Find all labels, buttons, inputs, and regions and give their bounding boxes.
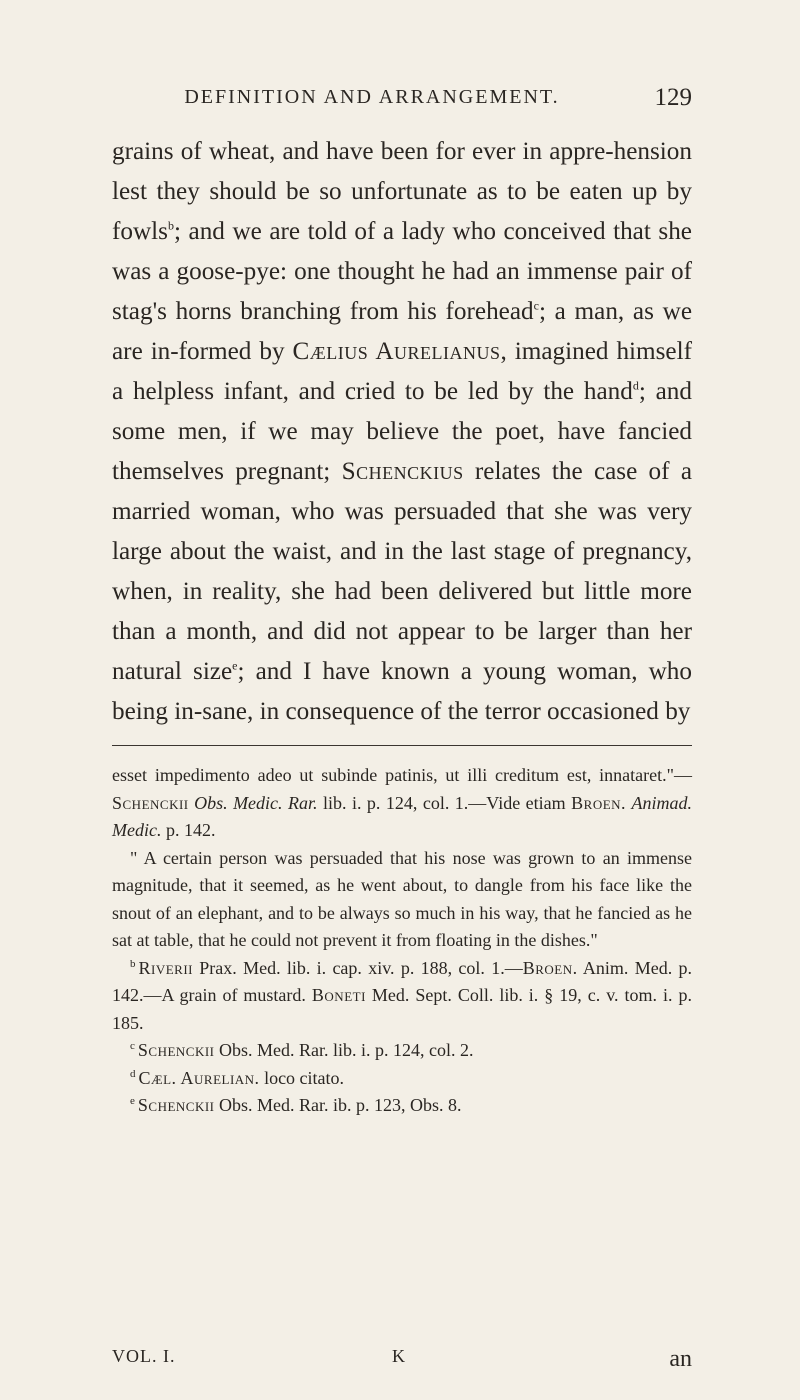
footnote-mark: c <box>130 1040 135 1052</box>
text-run: p. 142. <box>161 820 216 840</box>
text-run: Obs. Med. Rar. lib. i. p. 124, col. 2. <box>214 1040 474 1060</box>
text-run: loco citato. <box>259 1067 345 1088</box>
text-run: ; and some men, if we may believe the poet, have fancied themselves pregnant; <box>112 378 692 485</box>
author-name: Schenckii <box>137 1040 215 1060</box>
footnote-rule <box>112 745 692 746</box>
author-name: Schenckii <box>112 792 189 813</box>
text-run: esset impedimento adeo ut subinde patinis, ut illi creditum est, innataret."— <box>112 765 692 785</box>
footnote-ref-b: b <box>167 218 174 233</box>
footnote-ref-d: d <box>632 378 639 393</box>
author-name: Cælius Aurelianus <box>292 338 501 365</box>
footnote-mark: d <box>130 1067 136 1080</box>
author-name: Broen. <box>522 957 578 978</box>
volume-label: VOL. I. <box>112 1346 176 1366</box>
footnote-ref-e: e <box>232 658 238 673</box>
footnote-quote: " A certain person was persuaded that his nose was grown to an immense magnitude, that it seemed, as he went about, to dangle from his face like the snout of an elephant, and to be always so much in his way, that he fancied as he sat at table, that he could not prevent it from floating in the dishes." <box>112 847 692 950</box>
text-run: lib. i. p. 124, col. 1.—Vide etiam <box>317 792 572 813</box>
author-name: Schenckius <box>341 458 464 485</box>
page-footer <box>112 1346 692 1376</box>
footnote-mark: e <box>130 1095 135 1107</box>
running-title: DEFINITION AND ARRANGEMENT. <box>184 86 560 108</box>
page-number: 129 <box>654 84 692 111</box>
body-text <box>112 132 692 732</box>
text-run: , imagined himself a helpless infant, and cried to be led by the hand <box>112 338 692 405</box>
author-name: Riverii <box>138 957 193 978</box>
author-name: Schenckii <box>137 1095 215 1115</box>
text-run: Prax. Med. lib. i. cap. xiv. p. 188, col. 1.— <box>193 957 523 978</box>
catchword: an <box>669 1346 692 1372</box>
text-run: Anim. Med. p. 142.—A grain of mustard. <box>112 957 692 1005</box>
work-title: Obs. Medic. Rar. <box>194 792 318 813</box>
text-run: Med. Sept. Coll. lib. i. § 19, c. v. tom. i. p. 185. <box>112 985 692 1033</box>
footnote-ref-c: c <box>533 298 539 313</box>
footnote-d <box>112 1065 692 1093</box>
footnote-b <box>112 955 692 1038</box>
body-paragraph <box>112 132 692 732</box>
text-run: relates the case of a married woman, who was persuaded that she was very large about the waist, and in the last stage of pregnancy, when, in reality, she had been delivered but little more than a month, and did not appear to be larger than her natural size <box>112 458 692 685</box>
footnote-continuation <box>112 762 692 845</box>
text-run: Obs. Med. Rar. ib. p. 123, Obs. 8. <box>214 1095 462 1115</box>
text-run: ; a man, as we are in-formed by <box>112 298 692 365</box>
footnote-mark: b <box>130 957 136 970</box>
text-run: ; and we are told of a lady who conceived that she was a goose-pye: one thought he had an immense pair of stag's horns branching from his forehead <box>112 218 692 325</box>
running-head <box>112 86 692 116</box>
signature-mark: K <box>392 1346 405 1366</box>
author-name: Boneti <box>311 985 366 1005</box>
footnote-c <box>112 1037 692 1065</box>
text-run: ; and I have known a young woman, who being in-sane, in consequence of the terror occasioned by <box>112 658 692 725</box>
text-run: grains of wheat, and have been for ever in appre-hension lest they should be so unfortunate as to be eaten up by fowls <box>112 138 692 245</box>
footnotes <box>112 762 692 1120</box>
work-title: Animad. Medic. <box>112 792 693 840</box>
footnote-e <box>112 1092 692 1120</box>
author-name: Broen. <box>571 792 627 813</box>
author-name: Cæl. Aurelian. <box>138 1067 260 1088</box>
